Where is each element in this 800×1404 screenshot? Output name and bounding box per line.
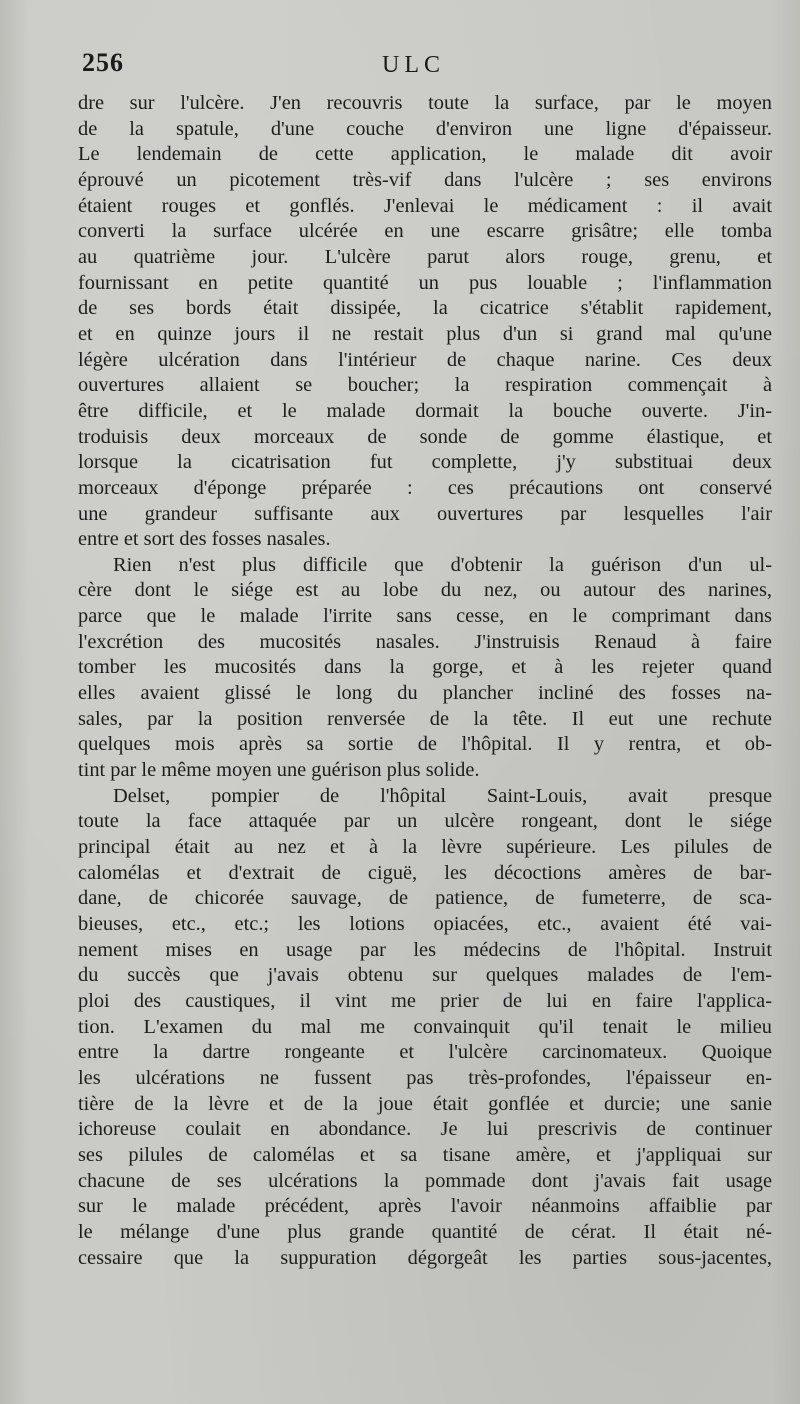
text-line: le mélange d'une plus grande quantité de cérat. Il était né- [78, 1220, 772, 1243]
text-line: entre et sort des fosses nasales. [78, 528, 331, 551]
text-line: ploi des caustiques, il vint me prier de lui en faire l'applica- [78, 989, 772, 1012]
text-line: cère dont le siége est au lobe du nez, ou autour des narines, [78, 579, 772, 602]
text-line: une grandeur suffisante aux ouvertures par lesquelles l'air [78, 502, 772, 525]
text-line: nement mises en usage par les médecins de l'hôpital. Instruit [78, 938, 772, 961]
text-line: tint par le même moyen une guérison plus solide. [78, 759, 480, 782]
text-line: converti la surface ulcérée en une escarre grisâtre; elle tomba [78, 220, 772, 243]
text-line: dane, de chicorée sauvage, de patience, de fumeterre, de sca- [78, 887, 772, 910]
text-line: ichoreuse coulait en abondance. Je lui prescrivis de continuer [78, 1118, 772, 1141]
text-line: les ulcérations ne fussent pas très-profondes, l'épaisseur en- [78, 1066, 772, 1089]
running-head: ULC [382, 52, 445, 78]
text-line: entre la dartre rongeante et l'ulcère carcinomateux. Quoique [78, 1041, 772, 1064]
text-line: Delset, pompier de l'hôpital Saint-Louis, avait presque [113, 784, 772, 807]
text-line: tion. L'examen du mal me convainquit qu'il tenait le milieu [78, 1015, 772, 1038]
text-line: étaient rouges et gonflés. J'enlevai le médicament : il avait [78, 194, 772, 217]
text-line: être difficile, et le malade dormait la bouche ouverte. J'in- [78, 399, 772, 422]
page-header [82, 44, 772, 84]
text-line: Le lendemain de cette application, le malade dit avoir [78, 143, 772, 166]
text-line: et en quinze jours il ne restait plus d'un si grand mal qu'une [78, 322, 772, 345]
text-line: au quatrième jour. L'ulcère parut alors rouge, grenu, et [78, 245, 772, 268]
text-line: ouvertures allaient se boucher; la respiration commençait à [78, 374, 772, 397]
text-line: bieuses, etc., etc.; les lotions opiacées, etc., avaient été vai- [78, 913, 772, 935]
text-line: elles avaient glissé le long du plancher incliné des fosses na- [78, 682, 772, 705]
text-line: l'excrétion des mucosités nasales. J'instruisis Renaud à faire [78, 630, 772, 653]
text-line: calomélas et d'extrait de ciguë, les décoctions amères de bar- [78, 861, 772, 884]
text-line: cessaire que la suppuration dégorgeât les parties sous-jacentes, [78, 1246, 772, 1269]
text-line: sur le malade précédent, après l'avoir néanmoins affaiblie par [78, 1195, 772, 1218]
text-line: parce que le malade l'irrite sans cesse, en le comprimant dans [78, 605, 772, 628]
body-text [78, 91, 772, 1271]
text-line: du succès que j'avais obtenu sur quelques malades de l'em- [78, 964, 772, 987]
text-line: morceaux d'éponge préparée : ces précautions ont conservé [78, 476, 772, 499]
text-line: légère ulcération dans l'intérieur de chaque narine. Ces deux [78, 348, 772, 371]
text-line: troduisis deux morceaux de sonde de gomme élastique, et [78, 425, 772, 448]
text-line: toute la face attaquée par un ulcère rongeant, dont le siége [78, 810, 772, 833]
text-line: fournissant en petite quantité un pus louable ; l'inflammation [78, 271, 772, 294]
text-line: éprouvé un picotement très-vif dans l'ulcère ; ses environs [78, 168, 772, 191]
text-line: ses pilules de calomélas et sa tisane amère, et j'appliquai sur [78, 1143, 772, 1166]
text-line: quelques mois après sa sortie de l'hôpital. Il y rentra, et ob- [78, 733, 772, 756]
text-line: tomber les mucosités dans la gorge, et à les rejeter quand [78, 656, 772, 679]
text-line: tière de la lèvre et de la joue était gonflée et durcie; une sanie [78, 1092, 772, 1115]
paragraph-2 [78, 553, 772, 784]
text-line: sales, par la position renversée de la tête. Il eut une rechute [78, 707, 772, 730]
text-line: de la spatule, d'une couche d'environ une ligne d'épaisseur. [78, 117, 772, 140]
page-number: 256 [82, 48, 124, 77]
paragraph-3 [78, 784, 772, 1271]
text-line: principal était au nez et à la lèvre supérieure. Les pilules de [78, 836, 772, 859]
text-line: dre sur l'ulcère. J'en recouvris toute la surface, par le moyen [78, 92, 772, 114]
text-line: chacune de ses ulcérations la pommade dont j'avais fait usage [78, 1169, 772, 1192]
text-line: lorsque la cicatrisation fut complette, j'y substituai deux [78, 451, 772, 474]
text-line: Rien n'est plus difficile que d'obtenir la guérison d'un ul- [113, 553, 772, 576]
paragraph-1 [78, 91, 772, 553]
text-line: de ses bords était dissipée, la cicatrice s'établit rapidement, [78, 297, 772, 320]
